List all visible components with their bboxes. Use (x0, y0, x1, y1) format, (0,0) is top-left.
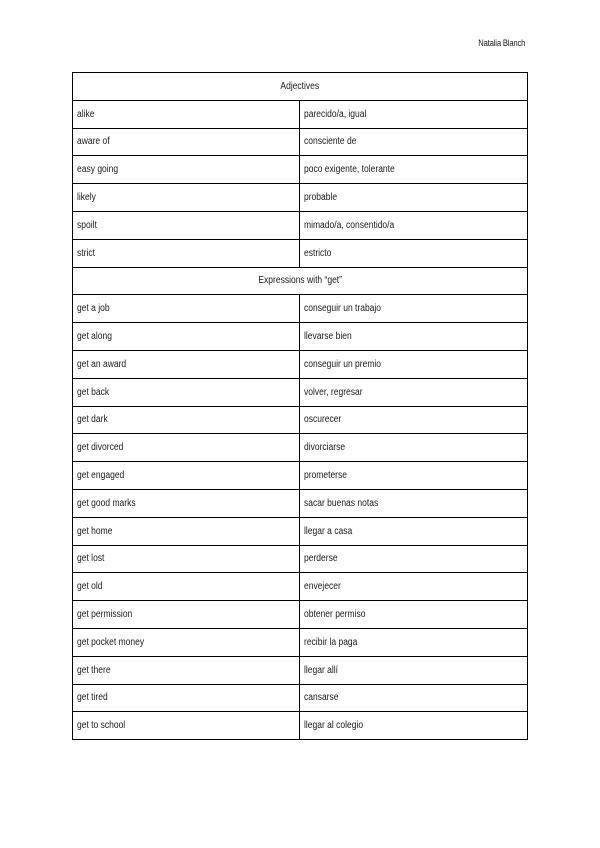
spanish-translation-cell (300, 350, 528, 378)
spanish-translation: divorciarse (304, 442, 346, 454)
english-term-cell (73, 489, 300, 517)
english-term: get along (77, 331, 112, 343)
spanish-translation: poco exigente, tolerante (304, 164, 395, 176)
english-term-cell (73, 378, 300, 406)
table-row (73, 434, 528, 462)
spanish-translation-cell (300, 128, 528, 156)
spanish-translation-cell (300, 156, 528, 184)
spanish-translation-cell (300, 573, 528, 601)
english-term-cell (73, 573, 300, 601)
table-row (73, 350, 528, 378)
spanish-translation-cell (300, 656, 528, 684)
english-term: get lost (77, 553, 105, 565)
english-term: get a job (77, 303, 110, 315)
author-name: Natalia Blanch (478, 38, 525, 48)
english-term: likely (77, 192, 96, 204)
section-header-row (73, 73, 528, 101)
english-term: get divorced (77, 442, 124, 454)
spanish-translation: mimado/a, consentido/a (304, 219, 395, 231)
spanish-translation: oscurecer (304, 414, 342, 426)
table-row (73, 295, 528, 323)
vocabulary-table (72, 72, 528, 740)
english-term-cell (73, 462, 300, 490)
english-term: get tired (77, 692, 108, 704)
english-term: get good marks (77, 497, 136, 509)
english-term-cell (73, 128, 300, 156)
spanish-translation-cell (300, 239, 528, 267)
table-row (73, 184, 528, 212)
table-row (73, 628, 528, 656)
spanish-translation-cell (300, 100, 528, 128)
english-term: get engaged (77, 470, 125, 482)
spanish-translation: consciente de (304, 136, 357, 148)
english-term: get dark (77, 414, 108, 426)
spanish-translation-cell (300, 406, 528, 434)
english-term-cell (73, 628, 300, 656)
table-row (73, 156, 528, 184)
table-row (73, 684, 528, 712)
english-term-cell (73, 295, 300, 323)
english-term-cell (73, 350, 300, 378)
spanish-translation: recibir la paga (304, 636, 358, 648)
english-term-cell (73, 712, 300, 740)
table-row (73, 712, 528, 740)
spanish-translation: llegar allí (304, 664, 339, 676)
english-term: alike (77, 108, 95, 120)
table-row (73, 211, 528, 239)
section-title (73, 267, 528, 295)
spanish-translation-cell (300, 684, 528, 712)
english-term: easy going (77, 164, 119, 176)
spanish-translation: llegar al colegio (304, 720, 364, 732)
spanish-translation-cell (300, 628, 528, 656)
english-term-cell (73, 545, 300, 573)
table-row (73, 323, 528, 351)
english-term: get home (77, 525, 113, 537)
english-term-cell (73, 156, 300, 184)
spanish-translation-cell (300, 434, 528, 462)
spanish-translation-cell (300, 295, 528, 323)
spanish-translation-cell (300, 378, 528, 406)
english-term: get an award (77, 358, 127, 370)
english-term-cell (73, 601, 300, 629)
english-term-cell (73, 184, 300, 212)
english-term: spoilt (77, 219, 97, 231)
table-row (73, 601, 528, 629)
english-term-cell (73, 656, 300, 684)
english-term: get pocket money (77, 636, 145, 648)
spanish-translation: prometerse (304, 470, 347, 482)
table-row (73, 573, 528, 601)
spanish-translation: estricto (304, 247, 332, 259)
english-term: get permission (77, 609, 133, 621)
table-row (73, 239, 528, 267)
table-row (73, 462, 528, 490)
table-row (73, 656, 528, 684)
spanish-translation-cell (300, 211, 528, 239)
spanish-translation: obtener permiso (304, 609, 366, 621)
spanish-translation: envejecer (304, 581, 341, 593)
english-term: aware of (77, 136, 110, 148)
english-term: get back (77, 386, 110, 398)
spanish-translation-cell (300, 601, 528, 629)
spanish-translation-cell (300, 712, 528, 740)
table-row (73, 489, 528, 517)
table-row (73, 128, 528, 156)
english-term-cell (73, 323, 300, 351)
spanish-translation: llevarse bien (304, 331, 352, 343)
english-term-cell (73, 434, 300, 462)
table-row (73, 545, 528, 573)
english-term: get old (77, 581, 103, 593)
spanish-translation: volver, regresar (304, 386, 363, 398)
english-term-cell (73, 100, 300, 128)
spanish-translation: conseguir un trabajo (304, 303, 382, 315)
spanish-translation: parecido/a, igual (304, 108, 367, 120)
english-term: strict (77, 247, 95, 259)
spanish-translation: probable (304, 192, 338, 204)
spanish-translation: sacar buenas notas (304, 497, 379, 509)
section-title (73, 73, 528, 101)
spanish-translation-cell (300, 462, 528, 490)
section-header-row (73, 267, 528, 295)
spanish-translation-cell (300, 545, 528, 573)
english-term-cell (73, 517, 300, 545)
spanish-translation: perderse (304, 553, 338, 565)
spanish-translation-cell (300, 489, 528, 517)
spanish-translation: conseguir un premio (304, 358, 382, 370)
english-term: get to school (77, 720, 126, 732)
spanish-translation-cell (300, 323, 528, 351)
english-term-cell (73, 684, 300, 712)
english-term-cell (73, 406, 300, 434)
spanish-translation: llegar a casa (304, 525, 353, 537)
section-title-text: Expressions with “get” (258, 275, 342, 287)
spanish-translation-cell (300, 517, 528, 545)
section-title-text: Adjectives (280, 80, 320, 92)
english-term-cell (73, 239, 300, 267)
table-row (73, 100, 528, 128)
spanish-translation: cansarse (304, 692, 339, 704)
table-row (73, 378, 528, 406)
table-row (73, 406, 528, 434)
english-term-cell (73, 211, 300, 239)
spanish-translation-cell (300, 184, 528, 212)
english-term: get there (77, 664, 111, 676)
table-row (73, 517, 528, 545)
